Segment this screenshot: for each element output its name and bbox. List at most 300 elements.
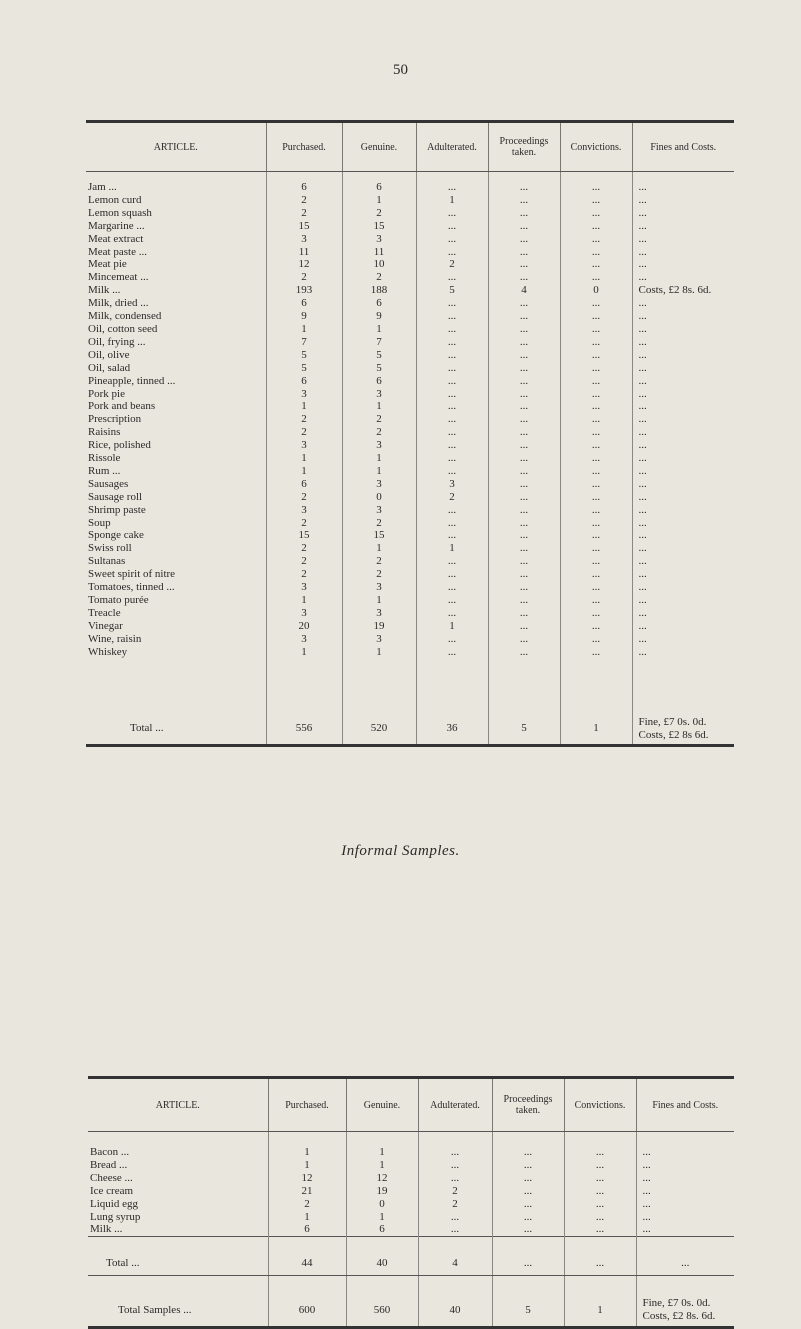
cell-purchased: 1: [266, 400, 342, 413]
table-row: [86, 246, 734, 259]
cell-fines: ...: [632, 207, 734, 220]
cell-purchased: 2: [266, 555, 342, 568]
cell-fines: ...: [632, 362, 734, 375]
articles-table: [86, 120, 734, 747]
cell-article: Pork pie: [88, 387, 125, 400]
cell-convictions: ...: [560, 478, 632, 491]
cell-article: Oil, frying ...: [88, 335, 146, 348]
cell-proceedings: ...: [488, 426, 560, 439]
cell-proceedings: ...: [488, 646, 560, 659]
cell-convictions: ...: [560, 504, 632, 517]
table-row: [86, 233, 734, 246]
col-header-genuine: Genuine.: [342, 122, 416, 172]
cell-article: Raisins: [88, 426, 121, 439]
cell-article: Sausages: [88, 477, 129, 490]
cell-article: Meat pie: [88, 258, 127, 271]
cell-proceedings: ...: [488, 271, 560, 284]
cell-adulterated: 2: [416, 258, 488, 271]
cell-purchased: 3: [266, 388, 342, 401]
cell-adulterated: ...: [416, 297, 488, 310]
cell-convictions: ...: [560, 542, 632, 555]
cell-article: Bread ...: [90, 1158, 128, 1171]
cell-fines: ...: [632, 426, 734, 439]
cell-convictions: ...: [560, 233, 632, 246]
cell-proceedings: ...: [488, 504, 560, 517]
cell-proceedings: ...: [492, 1132, 564, 1159]
table-row: [88, 1211, 734, 1224]
table-row: [86, 439, 734, 452]
cell-fines: ...: [632, 465, 734, 478]
cell-fines: ...: [632, 517, 734, 530]
cell-adulterated: ...: [418, 1223, 492, 1236]
cell-convictions: ...: [564, 1185, 636, 1198]
cell-genuine: 3: [342, 607, 416, 620]
cell-genuine: 1: [342, 542, 416, 555]
cell-genuine: 3: [342, 581, 416, 594]
cell-article: Milk, condensed: [88, 310, 162, 323]
header-row: [88, 1078, 734, 1132]
col-header-article: ARTICLE.: [88, 1078, 268, 1132]
cell-fines: ...: [632, 297, 734, 310]
cell-convictions: ...: [560, 388, 632, 401]
cell-fines: ...: [632, 504, 734, 517]
cell-article: Soup: [88, 516, 111, 529]
cell-fines: ...: [636, 1211, 734, 1224]
cell-proceedings: ...: [492, 1159, 564, 1172]
cell-proceedings: ...: [488, 568, 560, 581]
table-row: [86, 336, 734, 349]
cell-adulterated: ...: [416, 271, 488, 284]
informal-total-proceedings: ...: [492, 1237, 564, 1276]
cell-proceedings: ...: [488, 323, 560, 336]
cell-article: Milk ...: [90, 1223, 123, 1236]
spacer-row: [88, 1276, 734, 1295]
cell-genuine: 2: [342, 517, 416, 530]
cell-genuine: 19: [342, 620, 416, 633]
cell-proceedings: ...: [488, 375, 560, 388]
total-fine-line: Fine, £7 0s. 0d.: [638, 715, 707, 728]
cell-purchased: 3: [266, 581, 342, 594]
cell-purchased: 3: [266, 439, 342, 452]
cell-convictions: ...: [560, 581, 632, 594]
cell-adulterated: ...: [416, 426, 488, 439]
cell-convictions: ...: [560, 568, 632, 581]
cell-adulterated: 3: [416, 478, 488, 491]
cell-convictions: ...: [560, 426, 632, 439]
cell-article: Rum ...: [88, 464, 121, 477]
table-row: [88, 1159, 734, 1172]
cell-proceedings: ...: [488, 555, 560, 568]
cell-genuine: 12: [346, 1172, 418, 1185]
col-header-purchased: Purchased.: [268, 1078, 346, 1132]
cell-genuine: 6: [342, 375, 416, 388]
cell-adulterated: ...: [416, 568, 488, 581]
cell-genuine: 2: [342, 207, 416, 220]
cell-article: Meat paste ...: [88, 245, 147, 258]
header-row: [86, 122, 734, 172]
cell-proceedings: ...: [488, 172, 560, 194]
cell-article: Sweet spirit of nitre: [88, 568, 176, 581]
total-genuine: 520: [342, 714, 416, 746]
table-row: [86, 465, 734, 478]
cell-proceedings: ...: [488, 529, 560, 542]
cell-proceedings: ...: [488, 246, 560, 259]
total-fines-costs: [632, 714, 734, 746]
cell-genuine: 10: [342, 258, 416, 271]
cell-genuine: 1: [342, 323, 416, 336]
cell-fines: ...: [636, 1159, 734, 1172]
cell-proceedings: ...: [488, 258, 560, 271]
cell-convictions: ...: [560, 323, 632, 336]
cell-fines: ...: [632, 439, 734, 452]
cell-convictions: ...: [564, 1198, 636, 1211]
cell-purchased: 2: [266, 271, 342, 284]
cell-convictions: ...: [560, 246, 632, 259]
cell-proceedings: ...: [488, 413, 560, 426]
total-samples-costs-line: Costs, £2 8s. 6d.: [642, 1310, 716, 1323]
table-row: [88, 1132, 734, 1159]
col-header-adulterated: Adulterated.: [416, 122, 488, 172]
cell-article: Margarine ...: [88, 219, 145, 232]
cell-proceedings: ...: [488, 362, 560, 375]
cell-adulterated: ...: [418, 1132, 492, 1159]
table-row: [86, 284, 734, 297]
cell-adulterated: ...: [418, 1159, 492, 1172]
cell-genuine: 2: [342, 426, 416, 439]
spacer-row: [86, 659, 734, 714]
cell-article: Milk, dried ...: [88, 297, 149, 310]
cell-article: Tomato purée: [88, 594, 149, 606]
table-row: [86, 581, 734, 594]
cell-genuine: 1: [346, 1159, 418, 1172]
cell-genuine: 3: [342, 439, 416, 452]
cell-genuine: 1: [346, 1132, 418, 1159]
cell-convictions: ...: [560, 400, 632, 413]
cell-fines: ...: [632, 400, 734, 413]
cell-adulterated: ...: [416, 646, 488, 659]
cell-genuine: 6: [342, 297, 416, 310]
cell-convictions: ...: [560, 220, 632, 233]
cell-purchased: 1: [266, 465, 342, 478]
cell-adulterated: ...: [416, 594, 488, 607]
cell-fines: ...: [632, 594, 734, 607]
cell-article: Oil, olive: [88, 348, 130, 361]
cell-adulterated: ...: [416, 413, 488, 426]
cell-convictions: ...: [564, 1132, 636, 1159]
cell-purchased: 2: [266, 517, 342, 530]
cell-purchased: 2: [266, 194, 342, 207]
cell-convictions: ...: [560, 413, 632, 426]
cell-proceedings: 4: [488, 284, 560, 297]
cell-article: Pork and beans: [88, 400, 156, 413]
cell-convictions: ...: [560, 349, 632, 362]
cell-fines: ...: [632, 194, 734, 207]
cell-convictions: ...: [560, 362, 632, 375]
table-row: [86, 646, 734, 659]
cell-purchased: 2: [266, 542, 342, 555]
cell-adulterated: ...: [416, 452, 488, 465]
cell-fines: ...: [632, 258, 734, 271]
cell-purchased: 7: [266, 336, 342, 349]
cell-adulterated: 5: [416, 284, 488, 297]
cell-adulterated: ...: [416, 504, 488, 517]
informal-total-genuine: 40: [346, 1237, 418, 1276]
cell-purchased: 3: [266, 504, 342, 517]
table-row: [86, 375, 734, 388]
cell-convictions: ...: [564, 1223, 636, 1236]
cell-genuine: 9: [342, 310, 416, 323]
cell-adulterated: ...: [416, 362, 488, 375]
cell-fines: ...: [632, 529, 734, 542]
cell-genuine: 1: [342, 465, 416, 478]
cell-adulterated: ...: [416, 233, 488, 246]
cell-genuine: 2: [342, 413, 416, 426]
cell-proceedings: ...: [488, 581, 560, 594]
cell-article: Shrimp paste: [88, 503, 146, 516]
cell-article: Wine, raisin: [88, 632, 142, 645]
cell-adulterated: 2: [416, 491, 488, 504]
table-row: [88, 1198, 734, 1211]
cell-purchased: 2: [266, 207, 342, 220]
total-purchased: 556: [266, 714, 342, 746]
cell-fines: ...: [632, 271, 734, 284]
cell-proceedings: ...: [488, 517, 560, 530]
col-header-proceedings: Proceedings taken.: [488, 122, 560, 172]
cell-proceedings: ...: [488, 388, 560, 401]
cell-proceedings: ...: [488, 607, 560, 620]
cell-purchased: 15: [266, 220, 342, 233]
total-samples-label: Total Samples ...: [88, 1294, 268, 1328]
cell-convictions: ...: [560, 271, 632, 284]
cell-article: Vinegar: [88, 619, 123, 632]
table-row: [86, 220, 734, 233]
col-header-fines: Fines and Costs.: [636, 1078, 734, 1132]
cell-genuine: 0: [342, 491, 416, 504]
cell-genuine: 3: [342, 388, 416, 401]
table-row: [86, 297, 734, 310]
cell-adulterated: ...: [416, 310, 488, 323]
cell-adulterated: 2: [418, 1198, 492, 1211]
cell-convictions: ...: [560, 555, 632, 568]
cell-convictions: ...: [560, 646, 632, 659]
table-row: [86, 478, 734, 491]
cell-convictions: ...: [564, 1159, 636, 1172]
table-row: [86, 491, 734, 504]
cell-adulterated: ...: [416, 633, 488, 646]
cell-article: Lemon curd: [88, 193, 142, 206]
cell-convictions: ...: [560, 594, 632, 607]
cell-adulterated: ...: [416, 349, 488, 362]
cell-purchased: 193: [266, 284, 342, 297]
cell-genuine: 188: [342, 284, 416, 297]
cell-convictions: ...: [560, 172, 632, 194]
table-row: [86, 607, 734, 620]
cell-purchased: 6: [266, 375, 342, 388]
cell-adulterated: ...: [416, 439, 488, 452]
cell-genuine: 2: [342, 555, 416, 568]
total-samples-genuine: 560: [346, 1294, 418, 1328]
cell-genuine: 2: [342, 271, 416, 284]
cell-fines: ...: [636, 1132, 734, 1159]
cell-genuine: 1: [346, 1211, 418, 1224]
cell-fines: ...: [632, 388, 734, 401]
table-row: [86, 413, 734, 426]
cell-convictions: ...: [560, 452, 632, 465]
total-samples-convictions: 1: [564, 1294, 636, 1328]
cell-genuine: 5: [342, 349, 416, 362]
cell-fines: ...: [632, 310, 734, 323]
cell-article: Oil, salad: [88, 361, 131, 374]
page-number: 50: [393, 62, 408, 78]
cell-convictions: ...: [560, 465, 632, 478]
articles-body: [86, 172, 734, 659]
cell-adulterated: ...: [416, 207, 488, 220]
col-header-adulterated: Adulterated.: [418, 1078, 492, 1132]
cell-article: Bacon ...: [90, 1146, 130, 1158]
cell-purchased: 2: [266, 413, 342, 426]
cell-genuine: 15: [342, 529, 416, 542]
cell-purchased: 21: [268, 1185, 346, 1198]
col-header-genuine: Genuine.: [346, 1078, 418, 1132]
cell-convictions: ...: [560, 194, 632, 207]
cell-fines: ...: [632, 555, 734, 568]
cell-adulterated: ...: [416, 220, 488, 233]
total-samples-row: [88, 1294, 734, 1328]
table-row: [86, 207, 734, 220]
table-row: [86, 426, 734, 439]
cell-fines: ...: [632, 172, 734, 194]
cell-convictions: ...: [560, 620, 632, 633]
cell-proceedings: ...: [488, 633, 560, 646]
table-row: [86, 517, 734, 530]
cell-adulterated: ...: [418, 1172, 492, 1185]
cell-purchased: 6: [268, 1223, 346, 1236]
cell-purchased: 2: [266, 426, 342, 439]
cell-proceedings: ...: [488, 620, 560, 633]
cell-proceedings: ...: [488, 297, 560, 310]
col-header-fines: Fines and Costs.: [632, 122, 734, 172]
cell-adulterated: 1: [416, 194, 488, 207]
cell-fines: ...: [636, 1185, 734, 1198]
cell-article: Tomatoes, tinned ...: [88, 581, 175, 594]
cell-fines: ...: [632, 233, 734, 246]
cell-adulterated: ...: [416, 246, 488, 259]
total-samples-fine-line: Fine, £7 0s. 0d.: [642, 1297, 711, 1310]
cell-convictions: ...: [560, 207, 632, 220]
cell-fines: ...: [632, 349, 734, 362]
cell-adulterated: 1: [416, 542, 488, 555]
cell-convictions: ...: [564, 1211, 636, 1224]
cell-genuine: 19: [346, 1185, 418, 1198]
cell-genuine: 1: [342, 400, 416, 413]
cell-fines: ...: [632, 246, 734, 259]
table-row: [86, 542, 734, 555]
table-row: [86, 349, 734, 362]
total-convictions: 1: [560, 714, 632, 746]
cell-fines: ...: [632, 478, 734, 491]
informal-total-purchased: 44: [268, 1237, 346, 1276]
informal-body: [88, 1132, 734, 1237]
cell-proceedings: ...: [488, 233, 560, 246]
cell-purchased: 1: [268, 1159, 346, 1172]
cell-purchased: 2: [266, 568, 342, 581]
cell-fines: ...: [632, 620, 734, 633]
cell-purchased: 3: [266, 233, 342, 246]
cell-proceedings: ...: [488, 207, 560, 220]
cell-purchased: 1: [266, 323, 342, 336]
cell-fines: ...: [632, 413, 734, 426]
cell-convictions: 0: [560, 284, 632, 297]
cell-proceedings: ...: [488, 452, 560, 465]
informal-total-fines: ...: [636, 1237, 734, 1276]
cell-convictions: ...: [560, 310, 632, 323]
cell-fines: ...: [632, 220, 734, 233]
cell-genuine: 3: [342, 633, 416, 646]
cell-genuine: 2: [342, 568, 416, 581]
cell-convictions: ...: [560, 258, 632, 271]
cell-genuine: 6: [342, 172, 416, 194]
cell-article: Swiss roll: [88, 542, 132, 555]
table-row: [86, 323, 734, 336]
cell-proceedings: ...: [492, 1223, 564, 1236]
cell-convictions: ...: [560, 633, 632, 646]
cell-genuine: 0: [346, 1198, 418, 1211]
col-header-purchased: Purchased.: [266, 122, 342, 172]
cell-proceedings: ...: [492, 1211, 564, 1224]
cell-genuine: 6: [346, 1223, 418, 1236]
cell-convictions: ...: [560, 375, 632, 388]
cell-purchased: 9: [266, 310, 342, 323]
cell-adulterated: ...: [416, 400, 488, 413]
cell-genuine: 1: [342, 452, 416, 465]
cell-fines: ...: [632, 452, 734, 465]
cell-adulterated: 1: [416, 620, 488, 633]
cell-proceedings: ...: [488, 542, 560, 555]
cell-article: Oil, cotton seed: [88, 322, 158, 335]
cell-genuine: 11: [342, 246, 416, 259]
cell-proceedings: ...: [488, 310, 560, 323]
cell-article: Mincemeat ...: [88, 271, 149, 284]
cell-purchased: 5: [266, 362, 342, 375]
cell-purchased: 12: [268, 1172, 346, 1185]
cell-proceedings: ...: [488, 220, 560, 233]
cell-purchased: 6: [266, 297, 342, 310]
cell-convictions: ...: [560, 529, 632, 542]
cell-purchased: 6: [266, 172, 342, 194]
table-row: [86, 633, 734, 646]
cell-purchased: 15: [266, 529, 342, 542]
cell-adulterated: ...: [416, 336, 488, 349]
cell-proceedings: ...: [488, 465, 560, 478]
cell-proceedings: ...: [488, 194, 560, 207]
table-row: [86, 362, 734, 375]
cell-proceedings: ...: [488, 400, 560, 413]
total-samples-adulterated: 40: [418, 1294, 492, 1328]
cell-fines: ...: [632, 336, 734, 349]
cell-convictions: ...: [560, 439, 632, 452]
cell-purchased: 2: [266, 491, 342, 504]
cell-article: Pineapple, tinned ...: [88, 374, 176, 387]
cell-genuine: 1: [342, 194, 416, 207]
cell-adulterated: ...: [416, 517, 488, 530]
cell-purchased: 20: [266, 620, 342, 633]
table-row: [88, 1223, 734, 1236]
cell-fines: ...: [636, 1198, 734, 1211]
cell-adulterated: ...: [416, 607, 488, 620]
total-proceedings: 5: [488, 714, 560, 746]
total-samples-proceedings: 5: [492, 1294, 564, 1328]
informal-total-row: [88, 1237, 734, 1276]
